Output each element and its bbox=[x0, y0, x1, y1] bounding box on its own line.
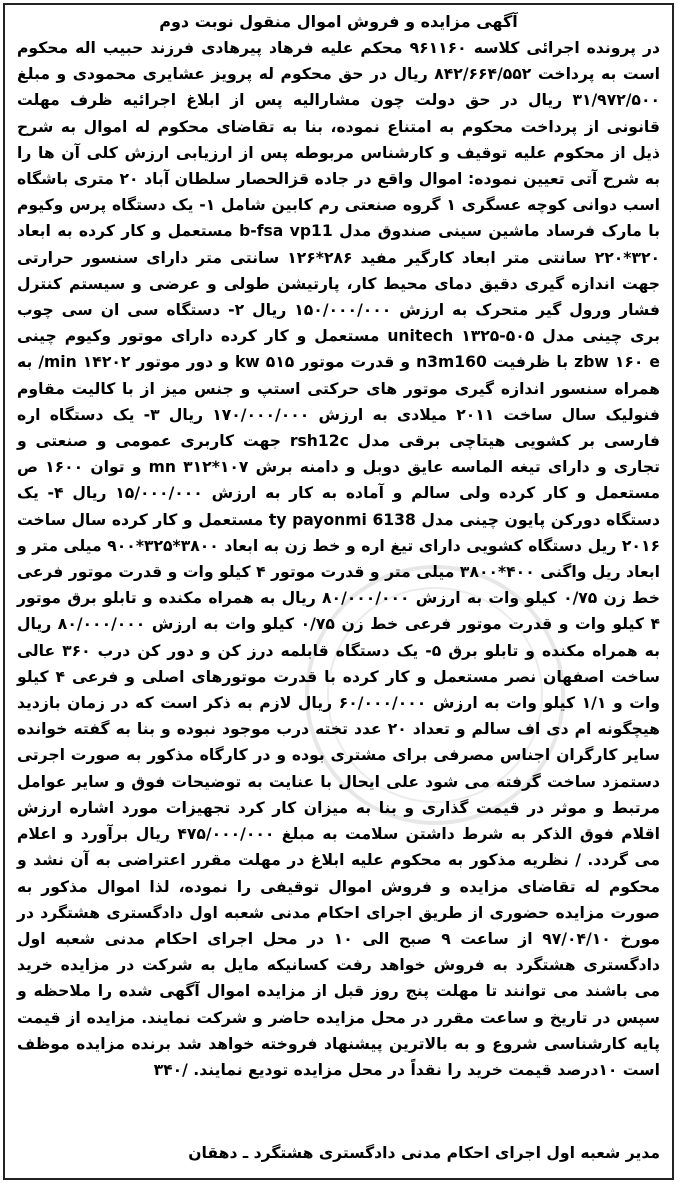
notice-title: آگهی مزایده و فروش اموال منقول نوبت دوم bbox=[159, 12, 518, 31]
notice-signature: مدیر شعبه اول اجرای احکام مدنی دادگستری هشتگرد ـ دهقان bbox=[188, 1144, 660, 1162]
notice-frame bbox=[3, 3, 674, 1180]
notice-body-text: در پرونده اجرائی کلاسه ۹۶۱۱۶۰ محکم علیه فرهاد پیرهادی فرزند حبیب اله محکوم است به پرداخت ۸۴۲/۶۶۴/۵۵۲ ریال در حق محکوم له پرویز عشایری محمودی و مبلغ ۳۱/۹۷۲/۵۰۰ ریال در حق دولت چون مشارالیه پس از ابلاغ اجرائیه ظرف مهلت قانونی از پرداخت محکوم به امتناع نموده، بنا به تقاضای محکوم له اموال به شرح ذیل از محکوم علیه توقیف و کارشناس مربوطه پس از ارزیابی ارزش کلی آن ها را به شرح آتی تعیین نموده: اموال واقع در جاده قزالحصار سلطان آباد ۲۰ متری باشگاه اسب دوانی کوچه عسگری ۱ گروه صنعتی رم کابین شامل ۱- یک دستگاه پرس وکیوم با مارک فرساد ماشین سینی صندوق مدل b-fsa vp11 مستعمل و کار کرده به ابعاد ۳۲۰*۲۲۰ سانتی متر ابعاد کارگیر مفید ۲۸۶*۱۲۶ سانتی متر دارای سنسور حرارتی جهت اندازه گیری دقیق دمای محیط کار، پارتیشن طولی و عرضی و سیستم کنترل فشار ورول گیر متحرک به ارزش ۱۵۰/۰۰۰/۰۰۰ ریال ۲- دستگاه سی ان سی چوب بری چینی مدل ۵۰۵-۱۳۲۵ unitech مستعمل و کار کرده دارای موتور وکیوم چینی zbw ۱۶۰ e با ظرفیت n3m160 و قدرت موتور ۵۱۵ kw و دور موتور min ۱۴۲۰۲/ به همراه سنسور اندازه گیری موتور های حرکتی استپ و جنس میز از با کالیت مقاوم فنولیک سال ساخت ۲۰۱۱ میلادی به ارزش ۱۷۰/۰۰۰/۰۰۰ ریال ۳- یک دستگاه اره فارسی بر کشویی هیتاچی برقی مدل rsh12c جهت کاربری عمومی و صنعتی و تجاری و دارای تیغه الماسه عایق دوبل و دامنه برش ۱۰۷*۳۱۲ mn و توان ۱۶۰۰ ص مستعمل و کار کرده ولی سالم و آماده به کار به ارزش ۱۵/۰۰۰/۰۰۰ ریال ۴- یک دستگاه دورکن پایون چینی مدل ty payonmi 6138 مستعمل و کار کرده سال ساخت ۲۰۱۶ ریل دستگاه کشویی دارای تیغ اره و خط زن به ابعاد ۳۸۰۰*۳۲۵*۹۰۰ میلی متر و ابعاد ریل واگنی ۴۰۰*۳۸۰۰ میلی متر و قدرت موتور ۴ کیلو وات و قدرت موتور فرعی خط زن ۰/۷۵ کیلو وات به ارزش ۸۰/۰۰۰/۰۰۰ ریال به همراه مکنده و تابلو برق موتور ۴ کیلو وات و قدرت موتور فرعی خط زن ۰/۷۵ کیلو وات به ارزش ۸۰/۰۰۰/۰۰۰ ریال به همراه مکنده و تابلو برق ۵- یک دستگاه قابلمه درز کن و دور کن درب ۳۶۰ عالی ساخت اصفهان نصر مستعمل و کار کرده با قدرت موتورهای اصلی و فرعی ۴ کیلو وات و ۱/۱ کیلو وات به ارزش ۶۰/۰۰۰/۰۰۰ ریال لازم به ذکر است که در زمان بازدید هیچگونه ام دی اف سالم و تعداد ۲۰ عدد تخته درب موجود نبوده و بنا به گفته خوانده سایر کارگران اجناس مصرفی برای مشتری بوده و در کارگاه مذکور به صورت اجرتی دستمزد ساخت گرفته می شود علی ایحال با عنایت به توضیحات فوق و سایر عوامل مرتبط و موثر در قیمت گذاری و بنا به میزان کار کرد تجهیزات مورد اشاره ارزش اقلام فوق الذکر به شرط داشتن سلامت به مبلغ ۴۷۵/۰۰۰/۰۰۰ ریال برآورد و اعلام می گردد. / نظریه مذکور به محکوم علیه ابلاغ در مهلت مقرر اعتراضی به آن نشد و محکوم له تقاضای مزایده و فروش اموال توقیفی را نموده، لذا اموال مذکور به صورت مزایده حضوری از طریق اجرای احکام مدنی شعبه اول دادگستری هشتگرد در مورخ ۹۷/۰۴/۱۰ از ساعت ۹ صبح الی ۱۰ در محل اجرای احکام مدنی شعبه اول دادگستری هشتگرد به فروش خواهد رفت کسانیکه مایل به شرکت در مزایده خرید می باشند می توانند تا مهلت پنج روز قبل از مزایده اموال آگهی شده را ملاحظه و سپس در تاریخ و ساعت مقرر در محل مزایده حاضر و شرکت نمایند. مزایده از قیمت پایه کارشناسی شروع و به بالاترین پیشنهاد فروخته خواهد شد برنده مزایده موظف است ۱۰درصد قیمت خرید را نقداً در محل مزایده تودیع نمایند. /۳۴۰ bbox=[17, 39, 661, 1079]
notice-body bbox=[17, 35, 660, 1083]
